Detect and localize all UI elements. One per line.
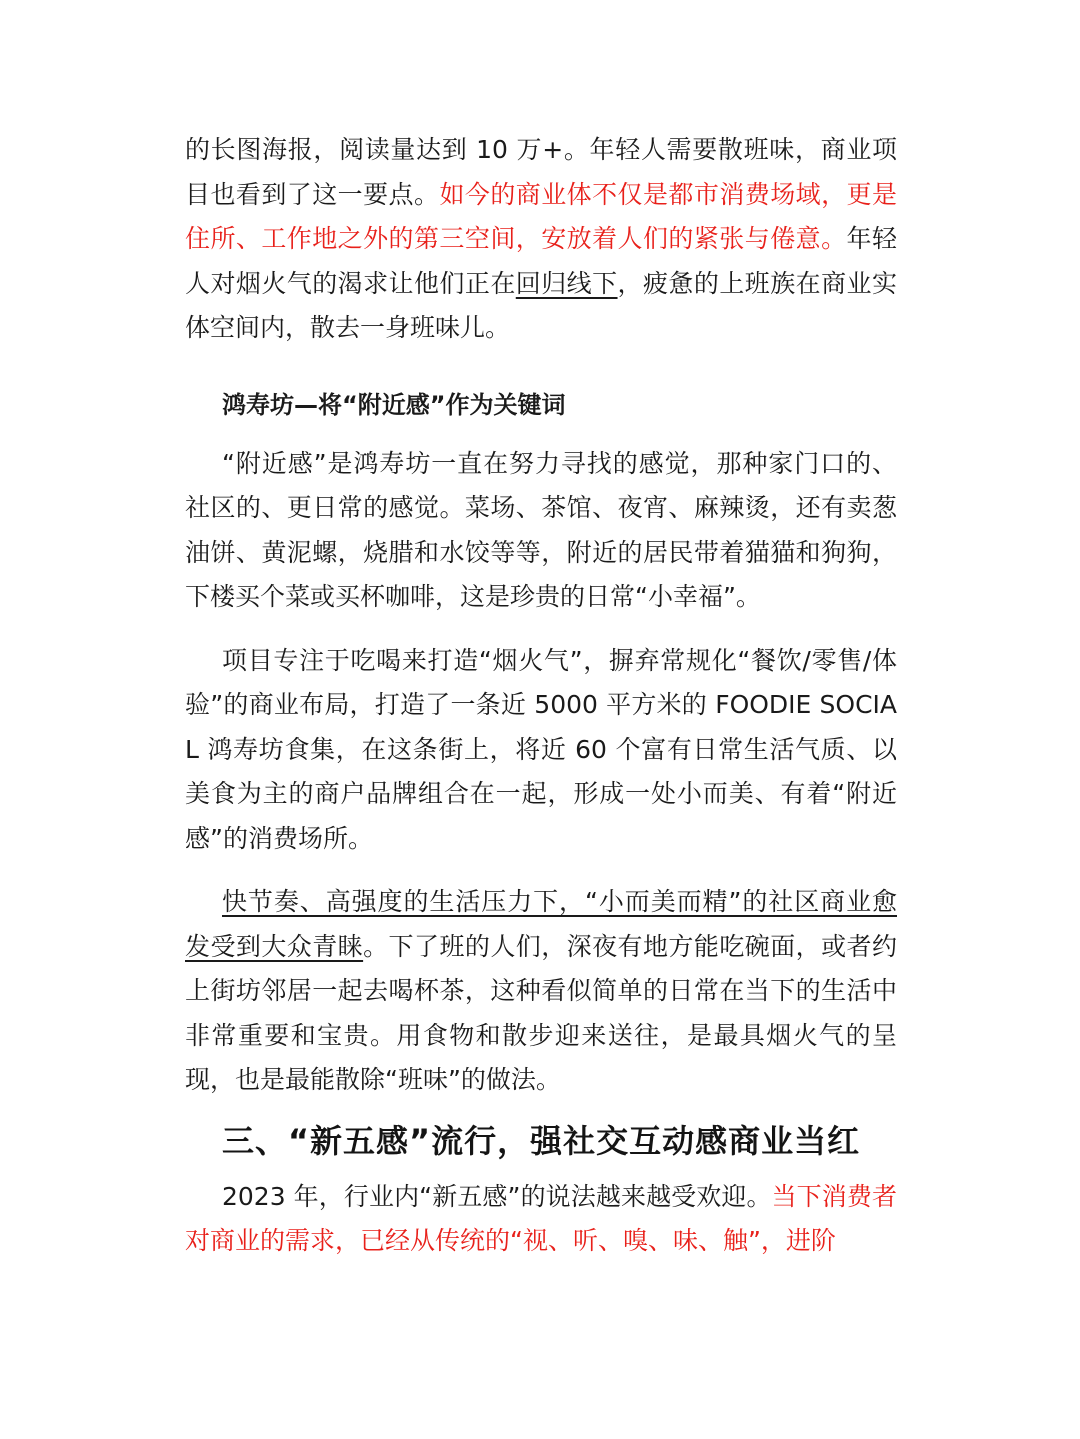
paragraph-text: 。下了班的人们，深夜有地方能吃碗面，或者约上街坊邻居一起去喝杯茶，这种看似简单的日常在当下的生活中非常重要和宝贵。用食物和散步迎来送往，是最具烟火气的呈现，也是最能散除“班味”的做法。	[185, 931, 897, 1094]
paragraph-text: 2023 年，行业内“新五感”的说法越来越受欢迎。	[222, 1181, 772, 1211]
underlined-text: 快节奏、高强度的生活压力下，“小而美而精”的社区商业愈发受到大众青睐	[185, 887, 897, 961]
subheading-hongshoufang: 鸿寿坊—将“附近感”作为关键词	[222, 390, 566, 419]
paragraph-foodie-social: 项目专注于吃喝来打造“烟火气”，摒弃常规化“餐饮/零售/体验”的商业布局，打造了一条近 5000 平方米的 FOODIE SOCIAL 鸿寿坊食集，在这条街上，将近 60 个富有日常生活气质、以美食为主的商户品牌组合在一起，形成一处小而美、有着“附近感”的消费场所。	[185, 645, 897, 853]
section-title: 三、“新五感”流行，强社交互动感商业当红	[222, 1121, 861, 1160]
article-body	[185, 128, 897, 1264]
paragraph-nearby-feeling: “附近感”是鸿寿坊一直在努力寻找的感觉，那种家门口的、社区的、更日常的感觉。菜场、茶馆、夜宵、麻辣烫，还有卖葱油饼、黄泥螺，烧腊和水饺等等，附近的居民带着猫猫和狗狗，下楼买个菜或买杯咖啡，这是珍贵的日常“小幸福”。	[185, 448, 897, 611]
highlighted-text: 当下消费者对商业的需求，已经从传统的“视、听、嗅、味、触”，进阶	[185, 1181, 897, 1255]
paragraph-text: 年轻人对烟火气的渴求让他们正在	[185, 224, 897, 298]
paragraph-third-space	[185, 128, 897, 351]
underlined-text: 回归线下	[515, 268, 618, 298]
paragraph-text: ，疲惫的上班族在商业实体空间内，散去一身班味儿。	[185, 268, 897, 342]
paragraph-community-commerce	[185, 880, 897, 1103]
paragraph-text: 的长图海报，阅读量达到 10 万+。年轻人需要散班味，商业项目也看到了这一要点。	[185, 135, 897, 209]
paragraph-new-five-senses	[185, 1175, 897, 1264]
highlighted-text: 如今的商业体不仅是都市消费场域，更是住所、工作地之外的第三空间，安放着人们的紧张与倦意。	[185, 179, 897, 253]
